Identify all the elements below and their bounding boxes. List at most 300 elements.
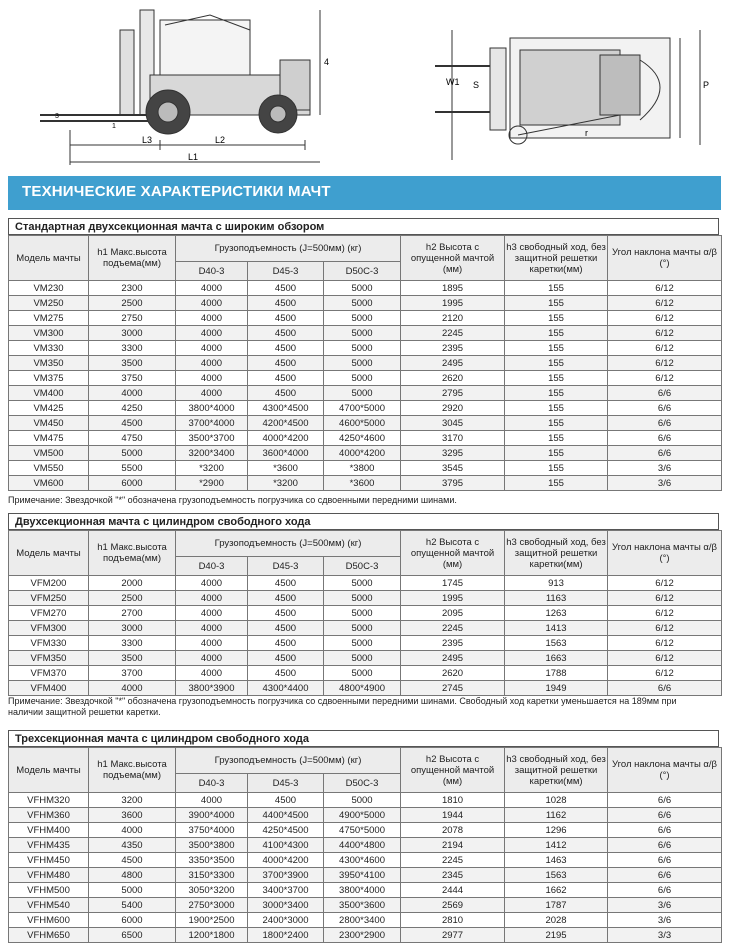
table-cell: 3545 — [401, 461, 505, 476]
table-cell: 4000 — [176, 326, 248, 341]
table-cell: 155 — [505, 341, 608, 356]
table-cell: 2920 — [401, 401, 505, 416]
header-h3: h3 свободный ход, без защитной решетки каретки(мм) — [505, 748, 608, 793]
dim-label-h1: 1 — [112, 123, 116, 130]
table-cell: 3000 — [89, 621, 176, 636]
table-row — [9, 416, 722, 431]
table-cell: VM250 — [9, 296, 89, 311]
table-cell: 2028 — [505, 913, 608, 928]
table-cell: VFHM450 — [9, 853, 89, 868]
table-cell: 4500 — [248, 296, 324, 311]
table-cell: 3/6 — [608, 913, 722, 928]
table-cell: 4000*4200 — [324, 446, 401, 461]
table-row — [9, 386, 722, 401]
table-cell: VM550 — [9, 461, 89, 476]
table-cell: VFHM600 — [9, 913, 89, 928]
header-h2: h2 Высота с опущенной мачтой (мм) — [401, 748, 505, 793]
table-cell: 1787 — [505, 898, 608, 913]
table-cell: 4000*4200 — [248, 853, 324, 868]
table-cell: 3500*3700 — [176, 431, 248, 446]
table-cell: VM350 — [9, 356, 89, 371]
table-cell: 6/6 — [608, 793, 722, 808]
table-cell: 1900*2500 — [176, 913, 248, 928]
dim-label-p: P — [703, 80, 710, 90]
page-title: ТЕХНИЧЕСКИЕ ХАРАКТЕРИСТИКИ МАЧТ — [22, 183, 331, 200]
table-cell: 4600*5000 — [324, 416, 401, 431]
table-row — [9, 311, 722, 326]
table-cell: 4000*4200 — [248, 431, 324, 446]
table-row — [9, 636, 722, 651]
spec-table — [8, 530, 722, 696]
table-cell: 4500 — [248, 666, 324, 681]
spec-table — [8, 747, 722, 943]
table-cell: 6/6 — [608, 401, 722, 416]
dim-label-l2: L2 — [215, 135, 226, 145]
table-cell: 2495 — [401, 356, 505, 371]
table-cell: 6/6 — [608, 808, 722, 823]
table-cell: 2700 — [89, 606, 176, 621]
table-cell: 1296 — [505, 823, 608, 838]
table-row — [9, 898, 722, 913]
table-cell: 2977 — [401, 928, 505, 943]
table-cell: 155 — [505, 371, 608, 386]
table-cell: 4000 — [176, 591, 248, 606]
table-cell: 3295 — [401, 446, 505, 461]
table-cell: 3500*3800 — [176, 838, 248, 853]
table-cell: 4000 — [176, 621, 248, 636]
table-cell: 6/12 — [608, 651, 722, 666]
table-cell: 4500 — [248, 281, 324, 296]
table-cell: 4400*4500 — [248, 808, 324, 823]
table-cell: 4200*4500 — [248, 416, 324, 431]
table-cell: 4400*4800 — [324, 838, 401, 853]
table-cell: 4350 — [89, 838, 176, 853]
table-cell: 5000 — [89, 883, 176, 898]
table-cell: 2444 — [401, 883, 505, 898]
table-cell: VFHM360 — [9, 808, 89, 823]
table-cell: 2395 — [401, 636, 505, 651]
table-cell: 4000 — [89, 823, 176, 838]
table-cell: 3950*4100 — [324, 868, 401, 883]
table-cell: 155 — [505, 461, 608, 476]
table-cell: 6/12 — [608, 341, 722, 356]
table-cell: 2195 — [505, 928, 608, 943]
header-capacity: Грузоподъемность (J=500мм) (кг) — [176, 531, 401, 557]
table-cell: 3500*3600 — [324, 898, 401, 913]
table-cell: 5000 — [324, 371, 401, 386]
header-d45: D45-3 — [248, 557, 324, 576]
table-row — [9, 461, 722, 476]
table-cell: 3600*4000 — [248, 446, 324, 461]
table-cell: 155 — [505, 431, 608, 446]
table-cell: VFHM650 — [9, 928, 89, 943]
table-cell: 6/12 — [608, 356, 722, 371]
table-cell: 1162 — [505, 808, 608, 823]
table-cell: 4500 — [248, 341, 324, 356]
table-cell: 2500 — [89, 591, 176, 606]
table-cell: 4750 — [89, 431, 176, 446]
table-cell: 4000 — [176, 666, 248, 681]
table-cell: 3170 — [401, 431, 505, 446]
table-cell: 4500 — [248, 606, 324, 621]
table-row — [9, 666, 722, 681]
note: Примечание: Звездочкой "*" обозначена грузоподъемность погрузчика со сдвоенными передними шинами. — [8, 495, 457, 505]
table-cell: 5400 — [89, 898, 176, 913]
table-cell: VM500 — [9, 446, 89, 461]
table-cell: 1662 — [505, 883, 608, 898]
table-cell: 4500 — [248, 576, 324, 591]
table-cell: 1163 — [505, 591, 608, 606]
table-cell: 5000 — [324, 326, 401, 341]
table-cell: 4500 — [248, 371, 324, 386]
table-cell: 2095 — [401, 606, 505, 621]
table-cell: 2300*2900 — [324, 928, 401, 943]
table-cell: 4000 — [89, 681, 176, 696]
table-cell: *3200 — [176, 461, 248, 476]
header-d50c: D50C-3 — [324, 774, 401, 793]
header-d45: D45-3 — [248, 262, 324, 281]
table-cell: 6/6 — [608, 446, 722, 461]
header-d50c: D50C-3 — [324, 262, 401, 281]
table-cell: 155 — [505, 296, 608, 311]
table-cell: 1895 — [401, 281, 505, 296]
table-cell: 4500 — [248, 591, 324, 606]
table-cell: 5000 — [324, 606, 401, 621]
table-cell: 2245 — [401, 853, 505, 868]
table-cell: 5000 — [324, 296, 401, 311]
table-cell: 2750*3000 — [176, 898, 248, 913]
table-cell: 4000 — [176, 386, 248, 401]
table-cell: 1563 — [505, 636, 608, 651]
table-cell: 4500 — [248, 386, 324, 401]
table-cell: 6/12 — [608, 371, 722, 386]
dim-label-l3: L3 — [142, 135, 153, 145]
table-cell: *3800 — [324, 461, 401, 476]
table-cell: 4500 — [248, 636, 324, 651]
table-cell: 2345 — [401, 868, 505, 883]
table-cell: 3050*3200 — [176, 883, 248, 898]
header-model: Модель мачты — [9, 531, 89, 576]
dim-label-h3: 3 — [55, 113, 59, 120]
table-cell: 3/6 — [608, 898, 722, 913]
table-cell: 5000 — [324, 793, 401, 808]
table-cell: 4300*4600 — [324, 853, 401, 868]
table-cell: 3000*3400 — [248, 898, 324, 913]
table-cell: 2245 — [401, 621, 505, 636]
table-cell: 1463 — [505, 853, 608, 868]
table-cell: 5000 — [324, 666, 401, 681]
table-cell: 3/6 — [608, 461, 722, 476]
table-body — [9, 793, 722, 943]
table-cell: 155 — [505, 476, 608, 491]
header-h1: h1 Макс.высота подъема(мм) — [89, 236, 176, 281]
table-row — [9, 401, 722, 416]
table-cell: 4750*5000 — [324, 823, 401, 838]
table-row — [9, 853, 722, 868]
table-cell: 3300 — [89, 341, 176, 356]
table-cell: 155 — [505, 386, 608, 401]
table-cell: 155 — [505, 416, 608, 431]
table-row — [9, 356, 722, 371]
table-cell: 1200*1800 — [176, 928, 248, 943]
header-h1: h1 Макс.высота подъема(мм) — [89, 748, 176, 793]
dim-label-w1: W1 — [446, 77, 460, 87]
table-cell: *3200 — [248, 476, 324, 491]
table-row — [9, 621, 722, 636]
table-row — [9, 606, 722, 621]
table-cell: 155 — [505, 311, 608, 326]
table-row — [9, 868, 722, 883]
header-tilt: Угол наклона мачты α/β (°) — [608, 236, 722, 281]
table-cell: *3600 — [248, 461, 324, 476]
table-cell: 6/6 — [608, 823, 722, 838]
table-cell: 1663 — [505, 651, 608, 666]
table-cell: 3900*4000 — [176, 808, 248, 823]
table-cell: 5000 — [324, 576, 401, 591]
section-title: Стандартная двухсекционная мачта с широким обзором — [8, 218, 719, 235]
table-cell: 4000 — [176, 793, 248, 808]
table-cell: 6/6 — [608, 883, 722, 898]
table-cell: 4250*4500 — [248, 823, 324, 838]
table-cell: 5000 — [324, 651, 401, 666]
table-cell: 1788 — [505, 666, 608, 681]
header-tilt: Угол наклона мачты α/β (°) — [608, 531, 722, 576]
header-capacity: Грузоподъемность (J=500мм) (кг) — [176, 236, 401, 262]
table-cell: 6/12 — [608, 606, 722, 621]
table-cell: 6/12 — [608, 621, 722, 636]
table-cell: 4300*4400 — [248, 681, 324, 696]
table-cell: 1412 — [505, 838, 608, 853]
table-cell: VFM350 — [9, 651, 89, 666]
table-cell: VFM400 — [9, 681, 89, 696]
table-cell: 1745 — [401, 576, 505, 591]
table-cell: 4000 — [176, 636, 248, 651]
table-row — [9, 808, 722, 823]
table-cell: 2745 — [401, 681, 505, 696]
table-cell: 1995 — [401, 591, 505, 606]
table-cell: 6/12 — [608, 666, 722, 681]
table-cell: 5000 — [324, 281, 401, 296]
table-cell: 3/6 — [608, 476, 722, 491]
table-cell: 3000 — [89, 326, 176, 341]
table-cell: 4000 — [176, 311, 248, 326]
table-cell: VFHM435 — [9, 838, 89, 853]
table-row — [9, 296, 722, 311]
table-cell: 4000 — [176, 341, 248, 356]
table-cell: 3600 — [89, 808, 176, 823]
table-cell: 4000 — [176, 296, 248, 311]
table-cell: 2750 — [89, 311, 176, 326]
table-cell: 4500 — [89, 853, 176, 868]
table-cell: 4500 — [248, 651, 324, 666]
table-cell: 1028 — [505, 793, 608, 808]
table-cell: 6/12 — [608, 311, 722, 326]
table-cell: 2620 — [401, 371, 505, 386]
table-row — [9, 431, 722, 446]
table-row — [9, 476, 722, 491]
table-cell: 5000 — [324, 386, 401, 401]
table-cell: 2800*3400 — [324, 913, 401, 928]
header-model: Модель мачты — [9, 236, 89, 281]
dim-label-s: S — [473, 80, 480, 90]
table-cell: 3300 — [89, 636, 176, 651]
header-h1: h1 Макс.высота подъема(мм) — [89, 531, 176, 576]
table-cell: VFHM400 — [9, 823, 89, 838]
header-d40: D40-3 — [176, 557, 248, 576]
table-cell: VFM200 — [9, 576, 89, 591]
table-cell: VFM330 — [9, 636, 89, 651]
table-cell: 4900*5000 — [324, 808, 401, 823]
table-cell: 6500 — [89, 928, 176, 943]
table-cell: 4500 — [248, 793, 324, 808]
table-cell: 4500 — [248, 311, 324, 326]
table-cell: 6000 — [89, 476, 176, 491]
table-cell: 155 — [505, 281, 608, 296]
note: Примечание: Звездочкой "*" обозначена грузоподъемность погрузчика со сдвоенными передними шинами. Свободный ход каретки уменьшается на 189мм при наличии защитной решетки каретки. — [8, 696, 677, 717]
table-cell: 4000 — [176, 371, 248, 386]
table-cell: 2620 — [401, 666, 505, 681]
table-cell: 6/12 — [608, 296, 722, 311]
table-cell: VFM300 — [9, 621, 89, 636]
table-cell: 3400*3700 — [248, 883, 324, 898]
table-cell: 4300*4500 — [248, 401, 324, 416]
table-row — [9, 371, 722, 386]
table-cell: 4500 — [248, 326, 324, 341]
table-cell: 2810 — [401, 913, 505, 928]
forklift-side-view — [40, 10, 320, 165]
table-cell: VM230 — [9, 281, 89, 296]
table-cell: VFM370 — [9, 666, 89, 681]
table-cell: 5000 — [89, 446, 176, 461]
table-cell: 3800*4000 — [176, 401, 248, 416]
table-cell: 4000 — [176, 651, 248, 666]
dim-label-r: r — [585, 128, 588, 138]
header-model: Модель мачты — [9, 748, 89, 793]
table-cell: 5000 — [324, 636, 401, 651]
table-cell: 2495 — [401, 651, 505, 666]
table-body — [9, 281, 722, 491]
table-cell: 6/12 — [608, 591, 722, 606]
table-cell: 3800*4000 — [324, 883, 401, 898]
table-cell: 2795 — [401, 386, 505, 401]
table-cell: 2120 — [401, 311, 505, 326]
table-cell: 4000 — [176, 281, 248, 296]
table-cell: 4100*4300 — [248, 838, 324, 853]
table-cell: 6/6 — [608, 431, 722, 446]
table-cell: 3350*3500 — [176, 853, 248, 868]
table-cell: VM300 — [9, 326, 89, 341]
table-cell: 155 — [505, 401, 608, 416]
table-cell: VFHM540 — [9, 898, 89, 913]
table-cell: 4250*4600 — [324, 431, 401, 446]
table-cell: 2569 — [401, 898, 505, 913]
table-row — [9, 281, 722, 296]
table-cell: 3500 — [89, 356, 176, 371]
forklift-top-view — [435, 30, 700, 160]
table-cell: 6/6 — [608, 416, 722, 431]
table-cell: 5500 — [89, 461, 176, 476]
table-cell: 1944 — [401, 808, 505, 823]
table-row — [9, 793, 722, 808]
table-cell: 2000 — [89, 576, 176, 591]
header-d50c: D50C-3 — [324, 557, 401, 576]
header-h2: h2 Высота с опущенной мачтой (мм) — [401, 531, 505, 576]
table-cell: 6/6 — [608, 386, 722, 401]
title-banner — [8, 176, 721, 210]
table-cell: 5000 — [324, 591, 401, 606]
table-cell: 2194 — [401, 838, 505, 853]
table-cell: 3750 — [89, 371, 176, 386]
table-cell: 155 — [505, 326, 608, 341]
table-cell: 3795 — [401, 476, 505, 491]
table-cell: 4000 — [176, 576, 248, 591]
table-row — [9, 446, 722, 461]
header-d40: D40-3 — [176, 262, 248, 281]
header-h2: h2 Высота с опущенной мачтой (мм) — [401, 236, 505, 281]
table-cell: 6/12 — [608, 281, 722, 296]
table-cell: VFHM480 — [9, 868, 89, 883]
table-cell: 4800*4900 — [324, 681, 401, 696]
table-cell: 6/12 — [608, 636, 722, 651]
table-cell: *2900 — [176, 476, 248, 491]
table-cell: 3800*3900 — [176, 681, 248, 696]
table-cell: 2078 — [401, 823, 505, 838]
table-cell: 2245 — [401, 326, 505, 341]
table-cell: 6/12 — [608, 576, 722, 591]
table-cell: 3200*3400 — [176, 446, 248, 461]
table-cell: 1949 — [505, 681, 608, 696]
table-cell: 3045 — [401, 416, 505, 431]
table-row — [9, 838, 722, 853]
table-cell: 3500 — [89, 651, 176, 666]
table-row — [9, 326, 722, 341]
table-row — [9, 681, 722, 696]
table-cell: 3750*4000 — [176, 823, 248, 838]
table-cell: 3/3 — [608, 928, 722, 943]
table-cell: VFM250 — [9, 591, 89, 606]
table-cell: 4000 — [176, 606, 248, 621]
table-cell: 1263 — [505, 606, 608, 621]
table-cell: 1995 — [401, 296, 505, 311]
table-row — [9, 913, 722, 928]
table-cell: 2395 — [401, 341, 505, 356]
table-cell: VM425 — [9, 401, 89, 416]
table-cell: VM400 — [9, 386, 89, 401]
table-cell: VFM270 — [9, 606, 89, 621]
header-d40: D40-3 — [176, 774, 248, 793]
table-row — [9, 651, 722, 666]
table-cell: 6000 — [89, 913, 176, 928]
table-cell: 3700*3900 — [248, 868, 324, 883]
table-cell: VM330 — [9, 341, 89, 356]
header-h3: h3 свободный ход, без защитной решетки каретки(мм) — [505, 531, 608, 576]
table-cell: 4500 — [248, 621, 324, 636]
table-cell: VM450 — [9, 416, 89, 431]
header-tilt: Угол наклона мачты α/β (°) — [608, 748, 722, 793]
table-cell: 4500 — [89, 416, 176, 431]
header-h3: h3 свободный ход, без защитной решетки каретки(мм) — [505, 236, 608, 281]
table-cell: 155 — [505, 446, 608, 461]
table-cell: 913 — [505, 576, 608, 591]
table-cell: 4000 — [89, 386, 176, 401]
table-cell: 4700*5000 — [324, 401, 401, 416]
table-cell: 4000 — [176, 356, 248, 371]
table-cell: 6/6 — [608, 853, 722, 868]
dim-label-h4: 4 — [324, 57, 330, 67]
header-d45: D45-3 — [248, 774, 324, 793]
table-cell: 5000 — [324, 341, 401, 356]
table-cell: VM275 — [9, 311, 89, 326]
